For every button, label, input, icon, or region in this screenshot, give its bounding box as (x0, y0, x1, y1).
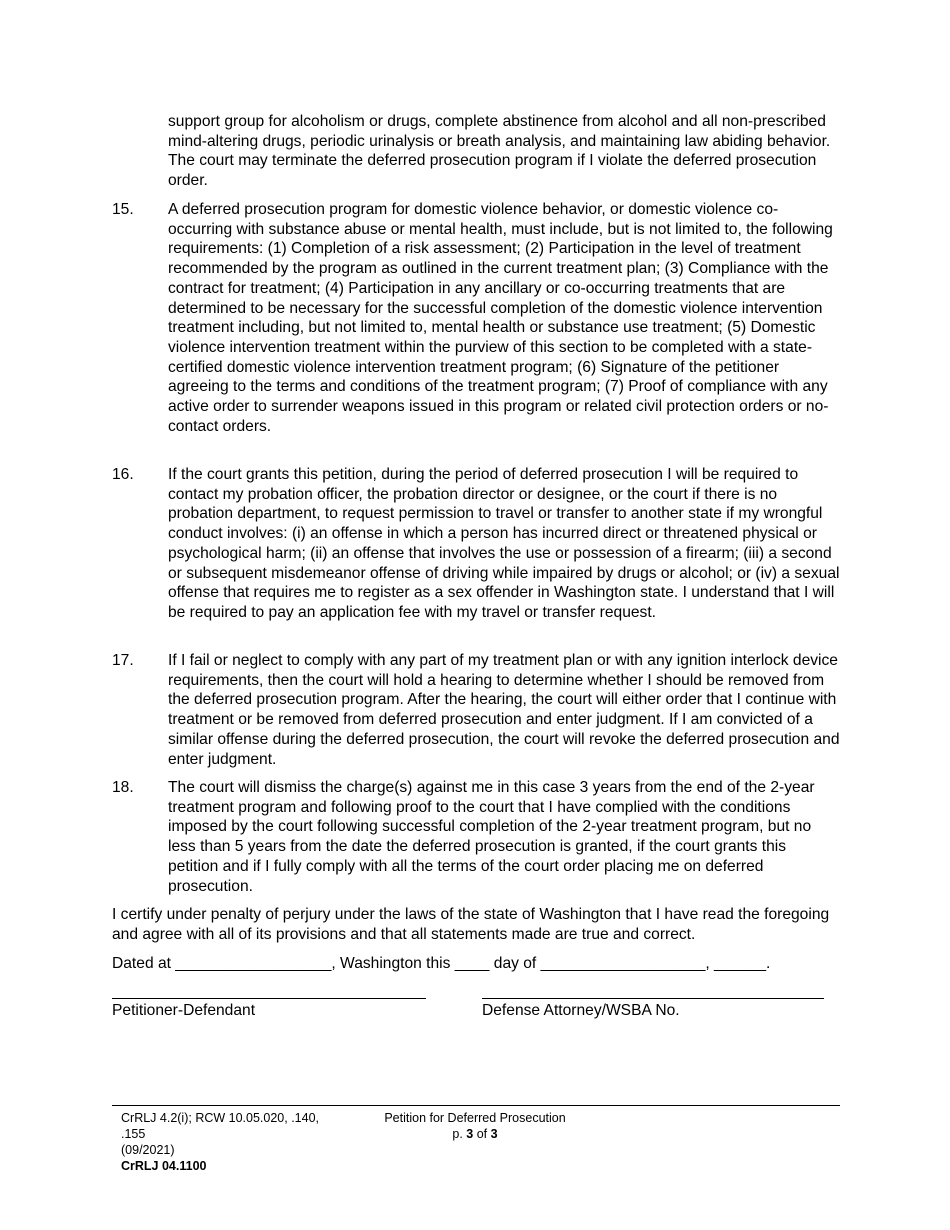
item-text: If the court grants this petition, during the period of deferred prosecution I will be required to contact my probation officer, the probation director or designee, or the court if there is no probation department, to request permission to travel or transfer to another state if my wrongful conduct involves: (i) an offense in which a person has incurred direct or threatened physical or psychological harm; (ii) an offense that involves the use or possession of a firearm; (iii) a second or subsequent misdemeanor offense of driving while impaired by drugs or alcohol; or (iv) a sexual offense that requires me to register as a sex offender in Washington state. I understand that I will be required to pay an application fee with my travel or transfer request. (168, 466, 840, 621)
footer-form-code: CrRLJ 04.1100 (121, 1159, 207, 1173)
petitioner-signature-line[interactable] (112, 998, 426, 999)
petitioner-signature-label: Petitioner-Defendant (112, 1002, 256, 1019)
footer-form-date: (09/2021) (121, 1143, 175, 1157)
footer-form-title: Petition for Deferred Prosecution (384, 1111, 566, 1125)
attorney-signature-line[interactable] (482, 998, 824, 999)
item-text: A deferred prosecution program for domestic violence behavior, or domestic violence co-occurring with substance abuse or mental health, must include, but is not limited to, the following requirements: (1) Completion of a risk assessment; (2) Participation in the level of treatment recommended by the program as outlined in the current treatment plan; (3) Compliance with the contract for treatment; (4) Participation in any ancillary or co-occurring treatments that are determined to be necessary for the successful completion of the domestic violence intervention treatment including, but not limited to, mental health or substance use treatment; (5) Domestic violence intervention treatment within the purview of this section to be completed with a state-certified domestic violence intervention treatment program; (6) Signature of the petitioner agreeing to the terms and conditions of the treatment program; (7) Proof of compliance with any active order to surrender weapons issued in this program or related civil protection orders or no-contact orders. (168, 201, 833, 435)
attorney-signature-label: Defense Attorney/WSBA No. (482, 1002, 680, 1019)
footer-rule-ref-line2: .155 (121, 1127, 146, 1141)
item-number: 16. (112, 466, 134, 483)
item-text: If I fail or neglect to comply with any part of my treatment plan or with any ignition interlock device requirements, then the court will hold a hearing to determine whether I should be removed from the deferred prosecution program. After the hearing, the court will either order that I continue with treatment or be removed from deferred prosecution and enter judgment. If I am convicted of a similar offense during the deferred prosecution, the court will revoke the deferred prosecution and enter judgment. (168, 652, 840, 768)
item-number: 17. (112, 652, 134, 669)
certification-statement: I certify under penalty of perjury under the laws of the state of Washington that I have read the foregoing and agree with all of its provisions and that all statements made are true and correct. (112, 906, 830, 943)
footer-divider (112, 1105, 840, 1106)
footer-form-title-block (355, 1110, 595, 1142)
item-number: 18. (112, 779, 134, 796)
dated-line[interactable]: Dated at __________________, Washington this ____ day of ___________________, ______. (112, 955, 771, 972)
item-number: 15. (112, 201, 134, 218)
footer-rule-references (121, 1110, 361, 1174)
continuation-paragraph: support group for alcoholism or drugs, complete abstinence from alcohol and all non-prescribed mind-altering drugs, periodic urinalysis or breath analysis, and maintaining law abiding behavior. The court may terminate the deferred prosecution program if I violate the deferred prosecution order. (168, 113, 831, 190)
footer-rule-ref-line1: CrRLJ 4.2(i); RCW 10.05.020, .140, (121, 1111, 319, 1125)
footer-page-number: p. 3 of 3 (452, 1127, 498, 1141)
item-text: The court will dismiss the charge(s) against me in this case 3 years from the end of the 2-year treatment program and following proof to the court that I have complied with the conditions imposed by the court following successful completion of the 2-year treatment program, but no less than 5 years from the date the deferred prosecution is granted, if the court grants this petition and if I fully comply with all the terms of the court order placing me on deferred prosecution. (168, 779, 815, 895)
